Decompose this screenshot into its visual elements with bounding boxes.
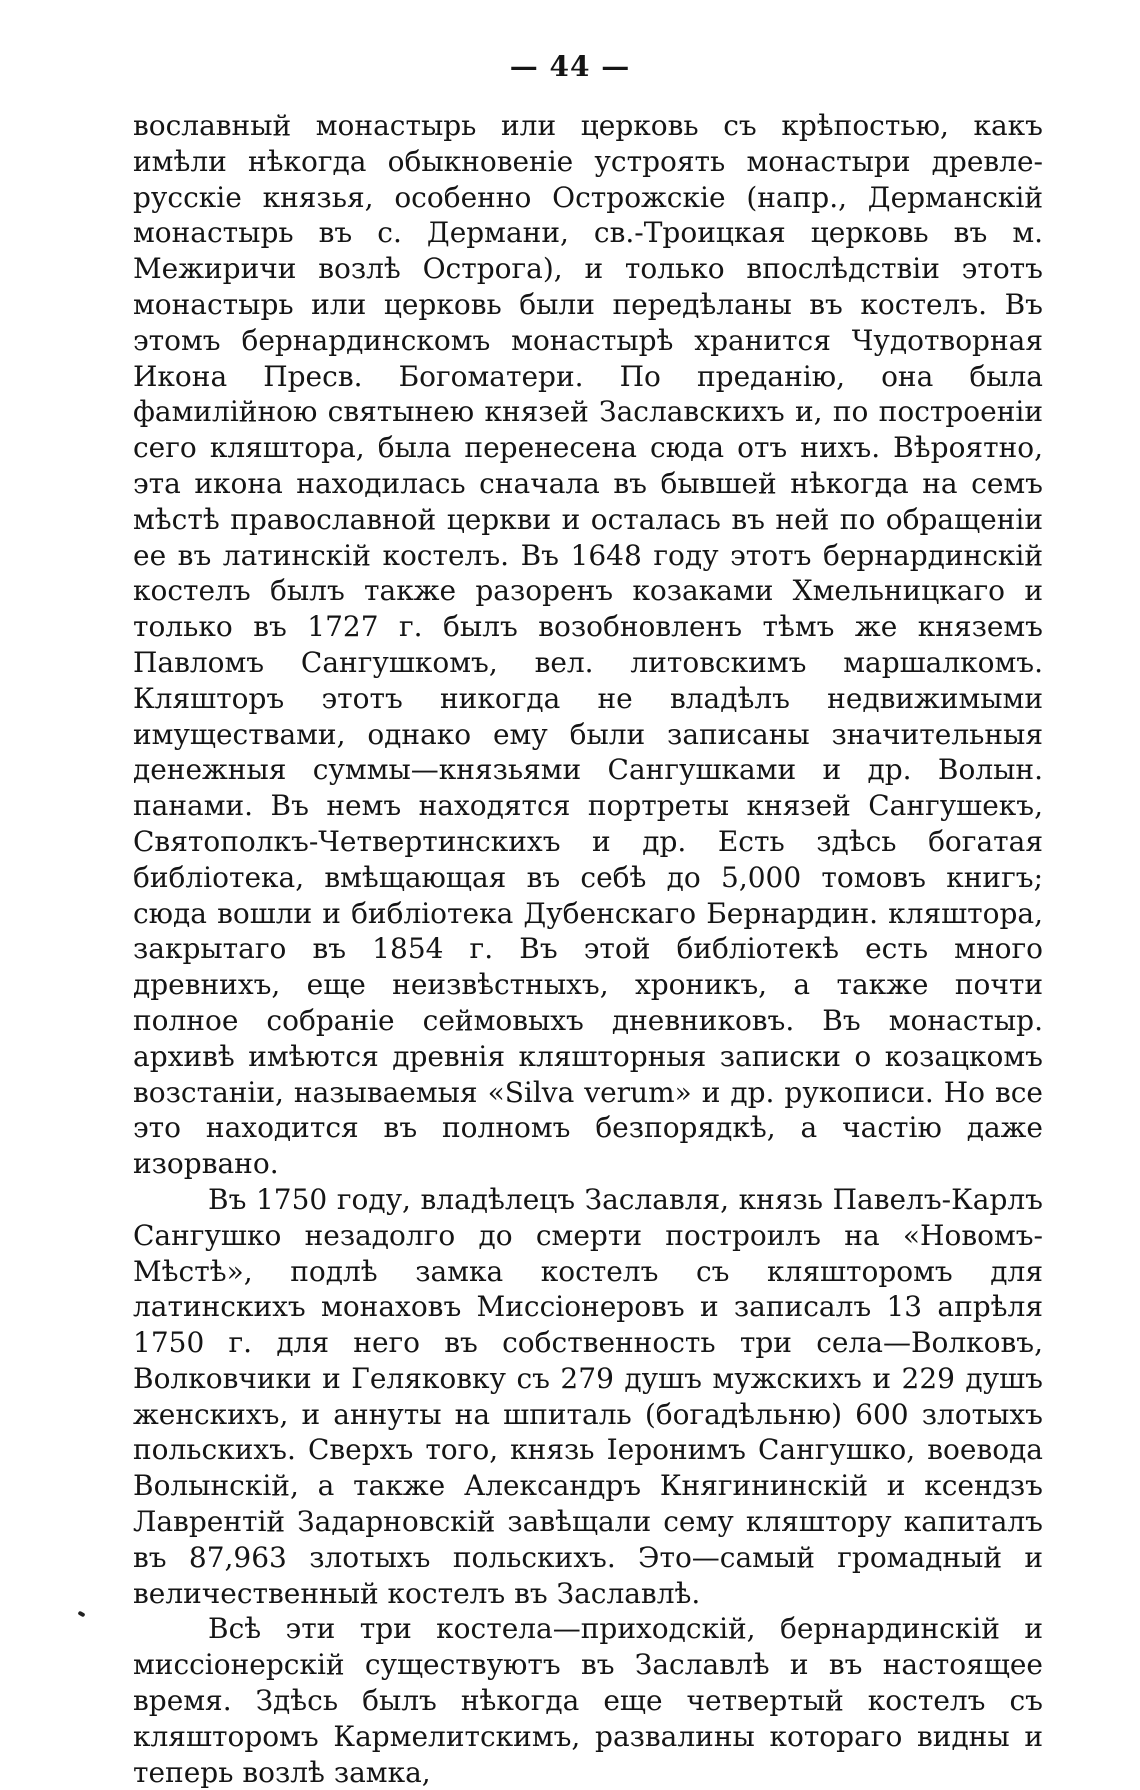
paragraph-2: Въ 1750 году, владѣлецъ Заславля, князь Павелъ-Карлъ Сангушко незадолго до смерти построилъ на «Новомъ-Мѣстѣ», подлѣ замка костелъ съ кляшторомъ для латинскихъ монаховъ Миссіонеровъ и записалъ 13 апрѣля 1750 г. для него въ собственность три села—Волковъ, Волковчики и Геляковку съ 279 душъ мужскихъ и 229 душъ женскихъ, и аннуты на шпиталь (богадѣльню) 600 злотыхъ польскихъ. Сверхъ того, князь Іеронимъ Сангушко, воевода Волынскій, а также Александръ Княгининскій и ксендзъ Лаврентій Задарновскій завѣщали сему кляштору капиталъ въ 87,963 злотыхъ польскихъ. Это—самый громадный и величественный костелъ въ Заславлѣ. xyxy=(133,1182,1043,1610)
paragraph-3: Всѣ эти три костела—приходскій, бернардинскій и миссіонерскій существуютъ въ Заславлѣ и въ настоящее время. Здѣсь былъ нѣкогда еще четвертый костелъ съ кляшторомъ Кармелитскимъ, развалины котораго видны и теперь возлѣ замка, xyxy=(133,1612,1043,1789)
ink-speck xyxy=(77,1611,85,1618)
page-number: — 44 — xyxy=(509,50,631,83)
paragraph-1: вославный монастырь или церковь съ крѣпостью, какъ имѣли нѣкогда обыкновеніе устроять монастыри древле-русскіе князья, особенно Острожскіе (напр., Дерманскій монастырь въ с. Дермани, св.-Троицкая церковь въ м. Межиричи возлѣ Острога), и только впослѣдствіи этотъ монастырь или церковь были передѣланы въ костелъ. Въ этомъ бернардинскомъ монастырѣ хранится Чудотворная Икона Пресв. Богоматери. По преданію, она была фамилійною святынею князей Заславскихъ и, по построеніи сего кляштора, была перенесена сюда отъ нихъ. Вѣроятно, эта икона находилась сначала въ бывшей нѣкогда на семъ мѣстѣ православной церкви и осталась въ ней по обращеніи ее въ латинскій костелъ. Въ 1648 году этотъ бернардинскій костелъ былъ также разоренъ козаками Хмельницкаго и только въ 1727 г. былъ возобновленъ тѣмъ же княземъ Павломъ Сангушкомъ, вел. литовскимъ маршалкомъ. Кляшторъ этотъ никогда не владѣлъ недвижимыми имуществами, однако ему были записаны значительныя денежныя суммы—князьями Сангушками и др. Волын. панами. Въ немъ находятся портреты князей Сангушекъ, Святополкъ-Четвертинскихъ и др. Есть здѣсь богатая библіотека, вмѣщающая въ себѣ до 5,000 томовъ книгъ; сюда вошли и библіотека Дубенскаго Бернардин. кляштора, закрытаго въ 1854 г. Въ этой библіотекѣ есть много древнихъ, еще неизвѣстныхъ, хроникъ, а также почти полное собраніе сеймовыхъ дневниковъ. Въ монастыр. архивѣ имѣются древнія кляшторныя записки о козацкомъ возстаніи, называемыя «Silva verum» и др. рукописи. Но все это находится въ полномъ безпорядкѣ, а частію даже изорвано. xyxy=(133,109,1043,1181)
body-text xyxy=(133,108,1043,1790)
